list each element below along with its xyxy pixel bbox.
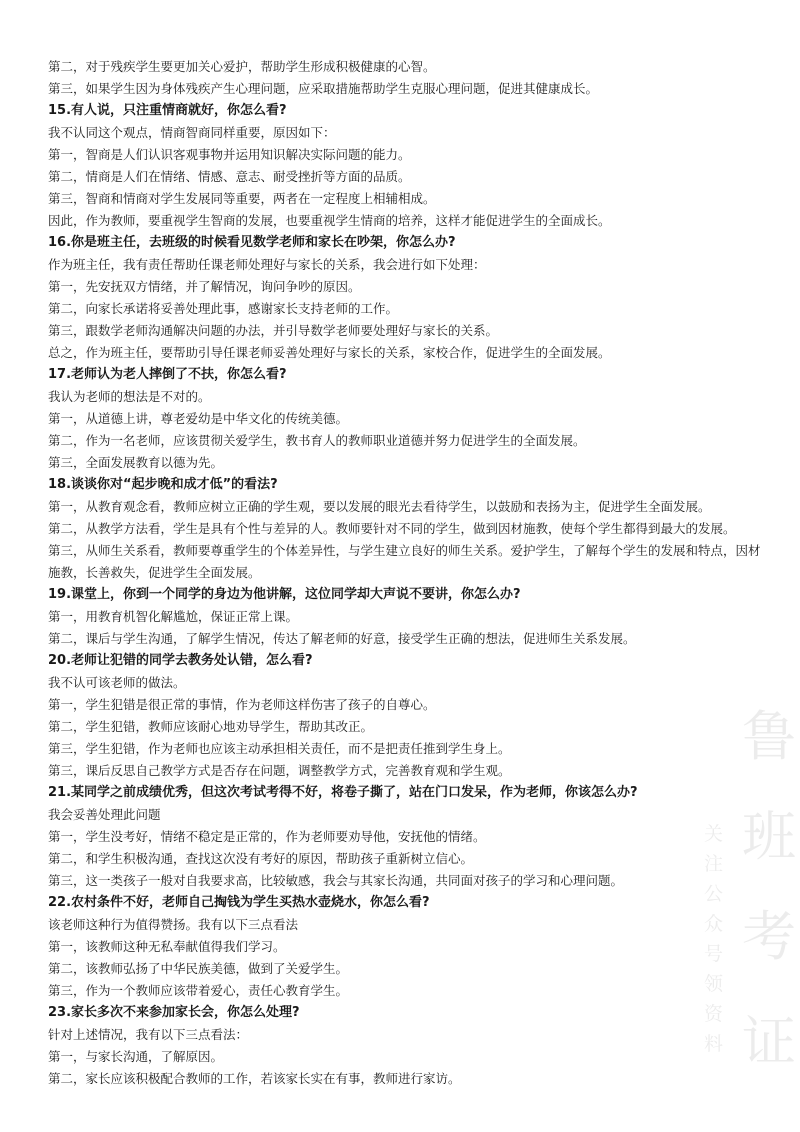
- answer-line: 第一，学生没考好，情绪不稳定是正常的，作为老师要劝导他，安抚他的情绪。: [48, 829, 486, 844]
- answer-line: 第一，智商是人们认识客观事物并运用知识解决实际问题的能力。: [48, 147, 411, 162]
- answer-line: 我会妥善处理此问题: [48, 807, 161, 822]
- answer-line: 第二，课后与学生沟通，了解学生情况，传达了解老师的好意，接受学生正确的想法，促进师生关系发展。: [48, 631, 636, 646]
- question-heading: 22.农村条件不好，老师自己掏钱为学生买热水壶烧水，你怎么看?: [48, 895, 430, 910]
- answer-paragraph: 第三，从师生关系看，教师要尊重学生的个体差异性，与学生建立良好的师生关系。爱护学生，了解每个学生的发展和特点，因材施教，长善救失，促进学生全面发展。: [48, 543, 761, 580]
- answer-line: 第三，作为一个教师应该带着爱心，责任心教育学生。: [48, 983, 349, 998]
- question-heading: 16.你是班主任，去班级的时候看见数学老师和家长在吵架，你怎么办?: [48, 235, 456, 250]
- answer-line: 该老师这种行为值得赞扬。我有以下三点看法: [48, 917, 299, 932]
- answer-line: 因此，作为教师，要重视学生智商的发展，也要重视学生情商的培养，这样才能促进学生的全面成长。: [48, 213, 611, 228]
- answer-line: 第三，这一类孩子一般对自我要求高，比较敏感，我会与其家长沟通，共同面对孩子的学习和心理问题。: [48, 873, 624, 888]
- question-heading: 15.有人说，只注重情商就好，你怎么看?: [48, 103, 287, 118]
- answer-line: 第二，学生犯错，教师应该耐心地劝导学生，帮助其改正。: [48, 719, 374, 734]
- answer-line: 作为班主任，我有责任帮助任课老师处理好与家长的关系，我会进行如下处理：: [48, 257, 486, 272]
- watermark-char: 班: [742, 805, 796, 868]
- answer-line: 总之，作为班主任，要帮助引导任课老师妥善处理好与家长的关系，家校合作，促进学生的全面发展。: [48, 345, 611, 360]
- answer-line: 第二，作为一名老师，应该贯彻关爱学生，教书育人的教师职业道德并努力促进学生的全面发展。: [48, 433, 586, 448]
- answer-line: 我不认可该老师的做法。: [48, 675, 186, 690]
- answer-line: 第三，智商和情商对学生发展同等重要，两者在一定程度上相辅相成。: [48, 191, 436, 206]
- watermark-char: 料: [704, 1033, 724, 1055]
- answer-line: 第三，跟数学老师沟通解决问题的办法，并引导数学老师要处理好与家长的关系。: [48, 323, 499, 338]
- answer-line: 第一，该教师这种无私奉献值得我们学习。: [48, 939, 286, 954]
- answer-line: 第二，从教学方法看，学生是具有个性与差异的人。教师要针对不同的学生，做到因材施教，使每个学生都得到最大的发展。: [48, 521, 736, 536]
- question-heading: 20.老师让犯错的同学去教务处认错，怎么看?: [48, 653, 313, 668]
- question-heading: 19.课堂上，你到一个同学的身边为他讲解，这位同学却大声说不要讲，你怎么办?: [48, 587, 521, 602]
- answer-line: 第二，对于残疾学生要更加关心爱护，帮助学生形成积极健康的心智。: [48, 59, 436, 74]
- answer-line: 第三，学生犯错，作为老师也应该主动承担相关责任，而不是把责任推到学生身上。: [48, 741, 511, 756]
- question-heading: 18.谈谈你对“起步晚和成才低”的看法?: [48, 477, 278, 492]
- answer-line: 第二，情商是人们在情绪、情感、意志、耐受挫折等方面的品质。: [48, 169, 411, 184]
- watermark-char: 号: [704, 943, 724, 965]
- watermark-char: 考: [742, 905, 796, 968]
- answer-line: 第二，家长应该积极配合教师的工作，若该家长实在有事，教师进行家访。: [48, 1071, 461, 1086]
- answer-line: 第一，与家长沟通，了解原因。: [48, 1049, 224, 1064]
- watermark-char: 资: [704, 1003, 724, 1025]
- document-body: [48, 56, 764, 1090]
- question-heading: 23.家长多次不来参加家长会，你怎么处理?: [48, 1005, 300, 1020]
- answer-line: 第二，向家长承诺将妥善处理此事，感谢家长支持老师的工作。: [48, 301, 399, 316]
- answer-line: 针对上述情况，我有以下三点看法：: [48, 1027, 249, 1042]
- answer-line: 第三，全面发展教育以德为先。: [48, 455, 224, 470]
- watermark-char: 众: [704, 913, 724, 935]
- watermark-char: 注: [704, 853, 724, 875]
- answer-line: 第一，从道德上讲，尊老爱幼是中华文化的传统美德。: [48, 411, 349, 426]
- answer-line: 第三，如果学生因为身体残疾产生心理问题，应采取措施帮助学生克服心理问题，促进其健康成长。: [48, 81, 599, 96]
- answer-line: 第一，用教育机智化解尴尬，保证正常上课。: [48, 609, 299, 624]
- answer-line: 第一，从教育观念看，教师应树立正确的学生观，要以发展的眼光去看待学生，以鼓励和表扬为主，促进学生全面发展。: [48, 499, 711, 514]
- watermark-char: 领: [704, 973, 724, 995]
- answer-line: 第一，学生犯错是很正常的事情，作为老师这样伤害了孩子的自尊心。: [48, 697, 436, 712]
- answer-line: 第二，该教师弘扬了中华民族美德，做到了关爱学生。: [48, 961, 349, 976]
- watermark-char: 公: [704, 883, 724, 905]
- answer-line: 我认为老师的想法是不对的。: [48, 389, 211, 404]
- answer-line: 第一，先安抚双方情绪，并了解情况，询问争吵的原因。: [48, 279, 361, 294]
- answer-line: 第二，和学生积极沟通，查找这次没有考好的原因，帮助孩子重新树立信心。: [48, 851, 474, 866]
- question-heading: 17.老师认为老人摔倒了不扶，你怎么看?: [48, 367, 287, 382]
- watermark-char: 关: [704, 823, 724, 845]
- answer-line: 我不认同这个观点，情商智商同样重要，原因如下：: [48, 125, 336, 140]
- answer-line: 第三，课后反思自己教学方式是否存在问题，调整教学方式，完善教育观和学生观。: [48, 763, 511, 778]
- question-heading: 21.某同学之前成绩优秀，但这次考试考得不好，将卷子撕了，站在门口发呆，作为老师，你该怎么办?: [48, 785, 638, 800]
- watermark-char: 证: [742, 1010, 796, 1073]
- watermark-char: 鲁: [742, 705, 796, 768]
